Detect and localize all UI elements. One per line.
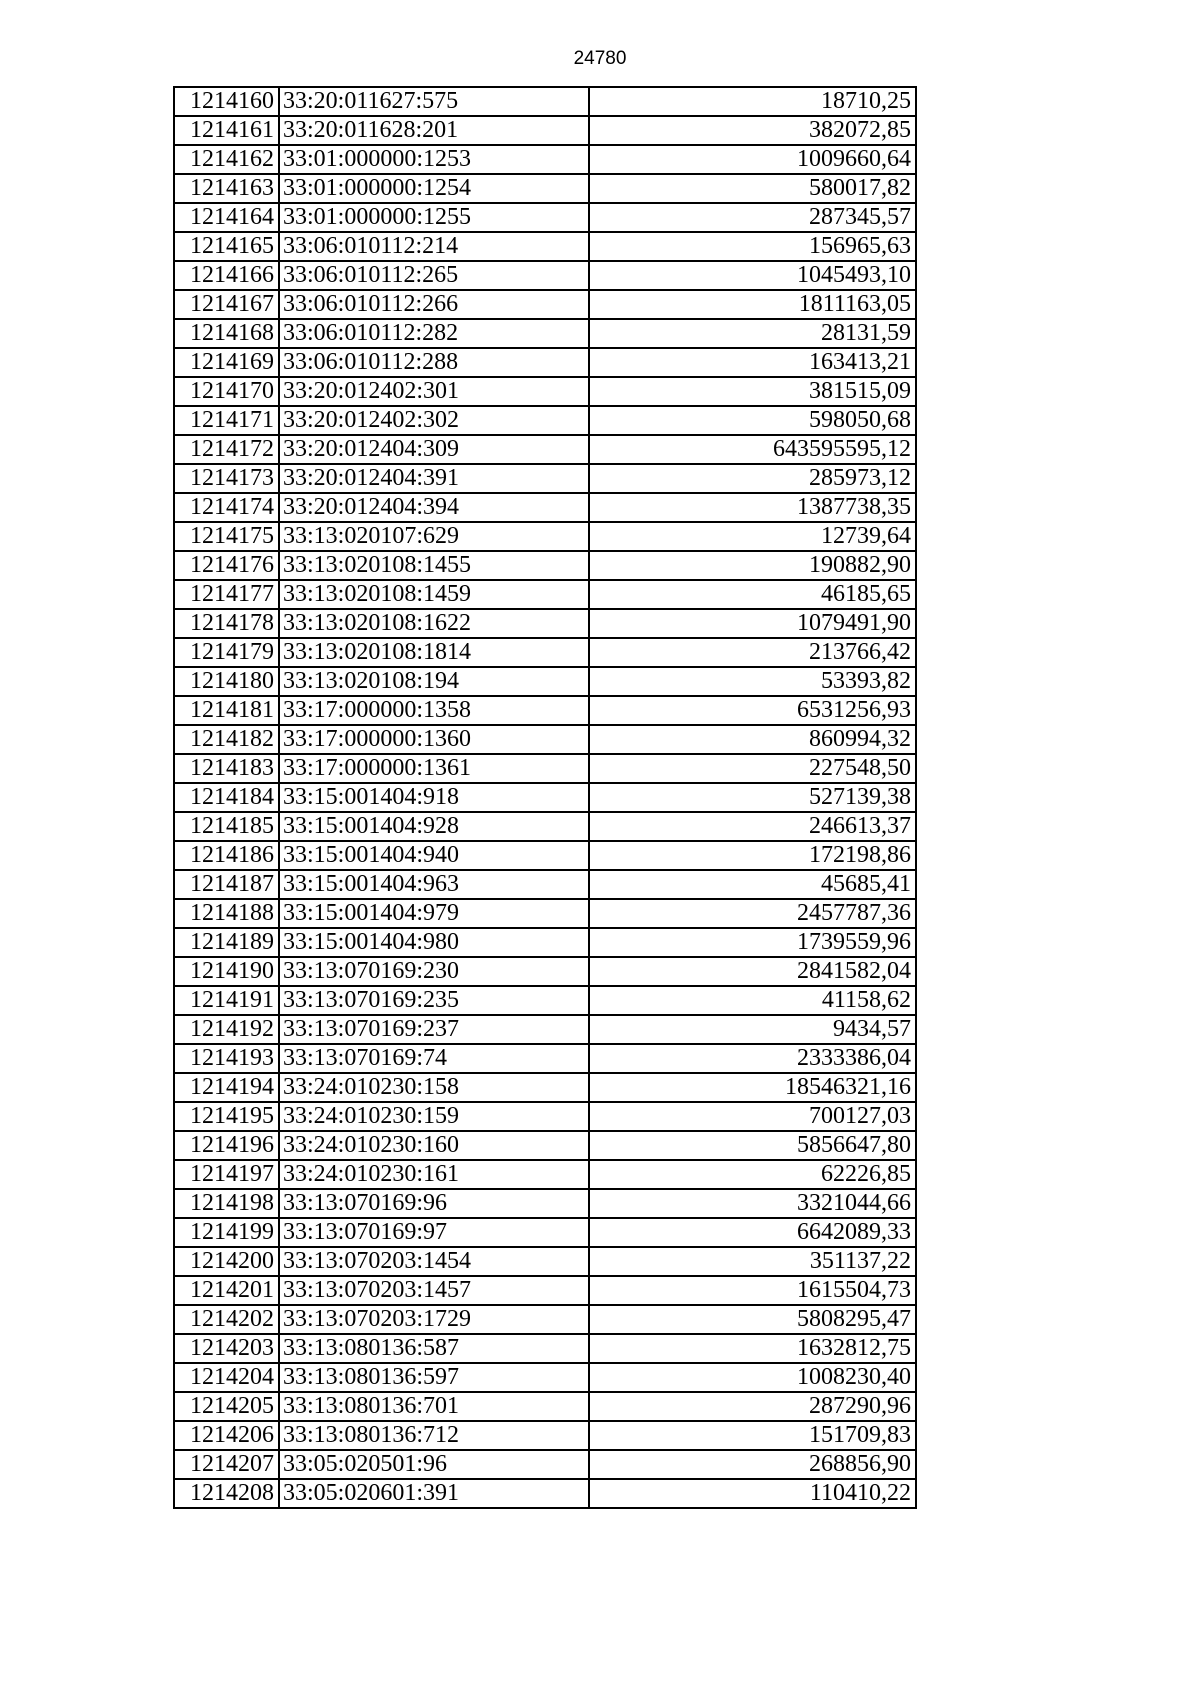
- value-cell: 46185,65: [589, 580, 916, 609]
- row-id-cell: 1214191: [174, 986, 279, 1015]
- table-row: [174, 464, 916, 493]
- row-id-cell: 1214171: [174, 406, 279, 435]
- cadastral-number-cell: 33:13:020108:1814: [279, 638, 589, 667]
- table-row: [174, 638, 916, 667]
- cadastral-number-cell: 33:20:012404:391: [279, 464, 589, 493]
- value-cell: 1811163,05: [589, 290, 916, 319]
- registry-table: [173, 86, 917, 1509]
- value-cell: 12739,64: [589, 522, 916, 551]
- value-cell: 643595595,12: [589, 435, 916, 464]
- value-cell: 5808295,47: [589, 1305, 916, 1334]
- value-cell: 1079491,90: [589, 609, 916, 638]
- value-cell: 1008230,40: [589, 1363, 916, 1392]
- table-row: [174, 1421, 916, 1450]
- table-row: [174, 754, 916, 783]
- value-cell: 151709,83: [589, 1421, 916, 1450]
- cadastral-number-cell: 33:06:010112:282: [279, 319, 589, 348]
- table-row: [174, 1015, 916, 1044]
- table-row: [174, 957, 916, 986]
- value-cell: 268856,90: [589, 1450, 916, 1479]
- table-row: [174, 609, 916, 638]
- value-cell: 351137,22: [589, 1247, 916, 1276]
- row-id-cell: 1214162: [174, 145, 279, 174]
- row-id-cell: 1214172: [174, 435, 279, 464]
- table-row: [174, 841, 916, 870]
- table-row: [174, 319, 916, 348]
- row-id-cell: 1214183: [174, 754, 279, 783]
- row-id-cell: 1214180: [174, 667, 279, 696]
- table-row: [174, 928, 916, 957]
- cadastral-number-cell: 33:06:010112:288: [279, 348, 589, 377]
- table-row: [174, 580, 916, 609]
- value-cell: 62226,85: [589, 1160, 916, 1189]
- cadastral-number-cell: 33:13:020107:629: [279, 522, 589, 551]
- table-row: [174, 1334, 916, 1363]
- table-row: [174, 435, 916, 464]
- cadastral-number-cell: 33:05:020601:391: [279, 1479, 589, 1508]
- row-id-cell: 1214204: [174, 1363, 279, 1392]
- cadastral-number-cell: 33:01:000000:1253: [279, 145, 589, 174]
- row-id-cell: 1214188: [174, 899, 279, 928]
- cadastral-number-cell: 33:20:011628:201: [279, 116, 589, 145]
- value-cell: 527139,38: [589, 783, 916, 812]
- value-cell: 287290,96: [589, 1392, 916, 1421]
- value-cell: 1009660,64: [589, 145, 916, 174]
- cadastral-number-cell: 33:20:012402:301: [279, 377, 589, 406]
- row-id-cell: 1214187: [174, 870, 279, 899]
- row-id-cell: 1214184: [174, 783, 279, 812]
- cadastral-number-cell: 33:06:010112:266: [279, 290, 589, 319]
- row-id-cell: 1214177: [174, 580, 279, 609]
- value-cell: 1045493,10: [589, 261, 916, 290]
- cadastral-number-cell: 33:17:000000:1360: [279, 725, 589, 754]
- value-cell: 2333386,04: [589, 1044, 916, 1073]
- table-row: [174, 783, 916, 812]
- cadastral-number-cell: 33:15:001404:918: [279, 783, 589, 812]
- value-cell: 163413,21: [589, 348, 916, 377]
- row-id-cell: 1214182: [174, 725, 279, 754]
- value-cell: 45685,41: [589, 870, 916, 899]
- value-cell: 2457787,36: [589, 899, 916, 928]
- table-row: [174, 1073, 916, 1102]
- row-id-cell: 1214179: [174, 638, 279, 667]
- cadastral-number-cell: 33:01:000000:1255: [279, 203, 589, 232]
- value-cell: 3321044,66: [589, 1189, 916, 1218]
- cadastral-number-cell: 33:13:070203:1729: [279, 1305, 589, 1334]
- table-row: [174, 1305, 916, 1334]
- cadastral-number-cell: 33:13:020108:1622: [279, 609, 589, 638]
- value-cell: 598050,68: [589, 406, 916, 435]
- row-id-cell: 1214194: [174, 1073, 279, 1102]
- table-row: [174, 377, 916, 406]
- value-cell: 287345,57: [589, 203, 916, 232]
- cadastral-number-cell: 33:15:001404:980: [279, 928, 589, 957]
- row-id-cell: 1214198: [174, 1189, 279, 1218]
- table-row: [174, 1160, 916, 1189]
- value-cell: 580017,82: [589, 174, 916, 203]
- cadastral-number-cell: 33:13:070169:235: [279, 986, 589, 1015]
- table-row: [174, 1479, 916, 1508]
- table-row: [174, 1276, 916, 1305]
- value-cell: 41158,62: [589, 986, 916, 1015]
- table-row: [174, 145, 916, 174]
- row-id-cell: 1214193: [174, 1044, 279, 1073]
- cadastral-number-cell: 33:13:080136:701: [279, 1392, 589, 1421]
- value-cell: 190882,90: [589, 551, 916, 580]
- cadastral-number-cell: 33:13:020108:194: [279, 667, 589, 696]
- value-cell: 1615504,73: [589, 1276, 916, 1305]
- cadastral-number-cell: 33:24:010230:160: [279, 1131, 589, 1160]
- value-cell: 285973,12: [589, 464, 916, 493]
- table-row: [174, 1044, 916, 1073]
- table-row: [174, 812, 916, 841]
- row-id-cell: 1214197: [174, 1160, 279, 1189]
- row-id-cell: 1214175: [174, 522, 279, 551]
- cadastral-number-cell: 33:13:070169:74: [279, 1044, 589, 1073]
- row-id-cell: 1214170: [174, 377, 279, 406]
- row-id-cell: 1214181: [174, 696, 279, 725]
- value-cell: 18710,25: [589, 87, 916, 116]
- cadastral-number-cell: 33:06:010112:214: [279, 232, 589, 261]
- table-row: [174, 1363, 916, 1392]
- cadastral-number-cell: 33:13:070203:1454: [279, 1247, 589, 1276]
- table-row: [174, 986, 916, 1015]
- value-cell: 110410,22: [589, 1479, 916, 1508]
- cadastral-number-cell: 33:13:080136:587: [279, 1334, 589, 1363]
- cadastral-number-cell: 33:13:020108:1459: [279, 580, 589, 609]
- table-row: [174, 493, 916, 522]
- cadastral-number-cell: 33:13:070169:237: [279, 1015, 589, 1044]
- value-cell: 860994,32: [589, 725, 916, 754]
- row-id-cell: 1214192: [174, 1015, 279, 1044]
- cadastral-number-cell: 33:17:000000:1361: [279, 754, 589, 783]
- row-id-cell: 1214195: [174, 1102, 279, 1131]
- table-row: [174, 522, 916, 551]
- table-row: [174, 290, 916, 319]
- row-id-cell: 1214176: [174, 551, 279, 580]
- row-id-cell: 1214200: [174, 1247, 279, 1276]
- row-id-cell: 1214189: [174, 928, 279, 957]
- row-id-cell: 1214208: [174, 1479, 279, 1508]
- value-cell: 1739559,96: [589, 928, 916, 957]
- cadastral-number-cell: 33:17:000000:1358: [279, 696, 589, 725]
- value-cell: 18546321,16: [589, 1073, 916, 1102]
- cadastral-number-cell: 33:13:020108:1455: [279, 551, 589, 580]
- cadastral-number-cell: 33:20:012404:309: [279, 435, 589, 464]
- value-cell: 53393,82: [589, 667, 916, 696]
- page-number: 24780: [573, 48, 627, 69]
- table-row: [174, 696, 916, 725]
- cadastral-number-cell: 33:15:001404:963: [279, 870, 589, 899]
- table-row: [174, 406, 916, 435]
- cadastral-number-cell: 33:24:010230:158: [279, 1073, 589, 1102]
- value-cell: 1387738,35: [589, 493, 916, 522]
- value-cell: 5856647,80: [589, 1131, 916, 1160]
- table-row: [174, 232, 916, 261]
- table-row: [174, 116, 916, 145]
- value-cell: 6642089,33: [589, 1218, 916, 1247]
- cadastral-number-cell: 33:05:020501:96: [279, 1450, 589, 1479]
- table-row: [174, 1189, 916, 1218]
- row-id-cell: 1214186: [174, 841, 279, 870]
- cadastral-number-cell: 33:20:012402:302: [279, 406, 589, 435]
- row-id-cell: 1214169: [174, 348, 279, 377]
- table-body: [174, 87, 916, 1508]
- table-row: [174, 348, 916, 377]
- cadastral-number-cell: 33:01:000000:1254: [279, 174, 589, 203]
- row-id-cell: 1214185: [174, 812, 279, 841]
- value-cell: 381515,09: [589, 377, 916, 406]
- value-cell: 28131,59: [589, 319, 916, 348]
- value-cell: 6531256,93: [589, 696, 916, 725]
- value-cell: 1632812,75: [589, 1334, 916, 1363]
- table-row: [174, 870, 916, 899]
- cadastral-number-cell: 33:13:070169:96: [279, 1189, 589, 1218]
- table-row: [174, 174, 916, 203]
- table-row: [174, 1218, 916, 1247]
- cadastral-number-cell: 33:20:012404:394: [279, 493, 589, 522]
- table-row: [174, 1450, 916, 1479]
- row-id-cell: 1214173: [174, 464, 279, 493]
- table-row: [174, 667, 916, 696]
- table-row: [174, 725, 916, 754]
- value-cell: 9434,57: [589, 1015, 916, 1044]
- row-id-cell: 1214165: [174, 232, 279, 261]
- row-id-cell: 1214203: [174, 1334, 279, 1363]
- row-id-cell: 1214202: [174, 1305, 279, 1334]
- table-row: [174, 1392, 916, 1421]
- cadastral-number-cell: 33:06:010112:265: [279, 261, 589, 290]
- row-id-cell: 1214166: [174, 261, 279, 290]
- table-row: [174, 1131, 916, 1160]
- row-id-cell: 1214174: [174, 493, 279, 522]
- table-row: [174, 87, 916, 116]
- row-id-cell: 1214164: [174, 203, 279, 232]
- table-row: [174, 551, 916, 580]
- value-cell: 227548,50: [589, 754, 916, 783]
- row-id-cell: 1214199: [174, 1218, 279, 1247]
- cadastral-number-cell: 33:13:080136:712: [279, 1421, 589, 1450]
- table-row: [174, 899, 916, 928]
- cadastral-number-cell: 33:24:010230:159: [279, 1102, 589, 1131]
- value-cell: 246613,37: [589, 812, 916, 841]
- row-id-cell: 1214206: [174, 1421, 279, 1450]
- value-cell: 156965,63: [589, 232, 916, 261]
- cadastral-number-cell: 33:24:010230:161: [279, 1160, 589, 1189]
- table-row: [174, 203, 916, 232]
- row-id-cell: 1214196: [174, 1131, 279, 1160]
- value-cell: 213766,42: [589, 638, 916, 667]
- table-row: [174, 1247, 916, 1276]
- value-cell: 2841582,04: [589, 957, 916, 986]
- cadastral-number-cell: 33:15:001404:940: [279, 841, 589, 870]
- value-cell: 700127,03: [589, 1102, 916, 1131]
- cadastral-number-cell: 33:13:070169:97: [279, 1218, 589, 1247]
- cadastral-number-cell: 33:13:070203:1457: [279, 1276, 589, 1305]
- row-id-cell: 1214163: [174, 174, 279, 203]
- cadastral-number-cell: 33:15:001404:928: [279, 812, 589, 841]
- value-cell: 382072,85: [589, 116, 916, 145]
- row-id-cell: 1214167: [174, 290, 279, 319]
- row-id-cell: 1214190: [174, 957, 279, 986]
- row-id-cell: 1214201: [174, 1276, 279, 1305]
- row-id-cell: 1214178: [174, 609, 279, 638]
- row-id-cell: 1214207: [174, 1450, 279, 1479]
- row-id-cell: 1214205: [174, 1392, 279, 1421]
- cadastral-number-cell: 33:20:011627:575: [279, 87, 589, 116]
- table-row: [174, 261, 916, 290]
- row-id-cell: 1214161: [174, 116, 279, 145]
- cadastral-number-cell: 33:13:080136:597: [279, 1363, 589, 1392]
- row-id-cell: 1214168: [174, 319, 279, 348]
- cadastral-number-cell: 33:15:001404:979: [279, 899, 589, 928]
- table-row: [174, 1102, 916, 1131]
- row-id-cell: 1214160: [174, 87, 279, 116]
- cadastral-number-cell: 33:13:070169:230: [279, 957, 589, 986]
- value-cell: 172198,86: [589, 841, 916, 870]
